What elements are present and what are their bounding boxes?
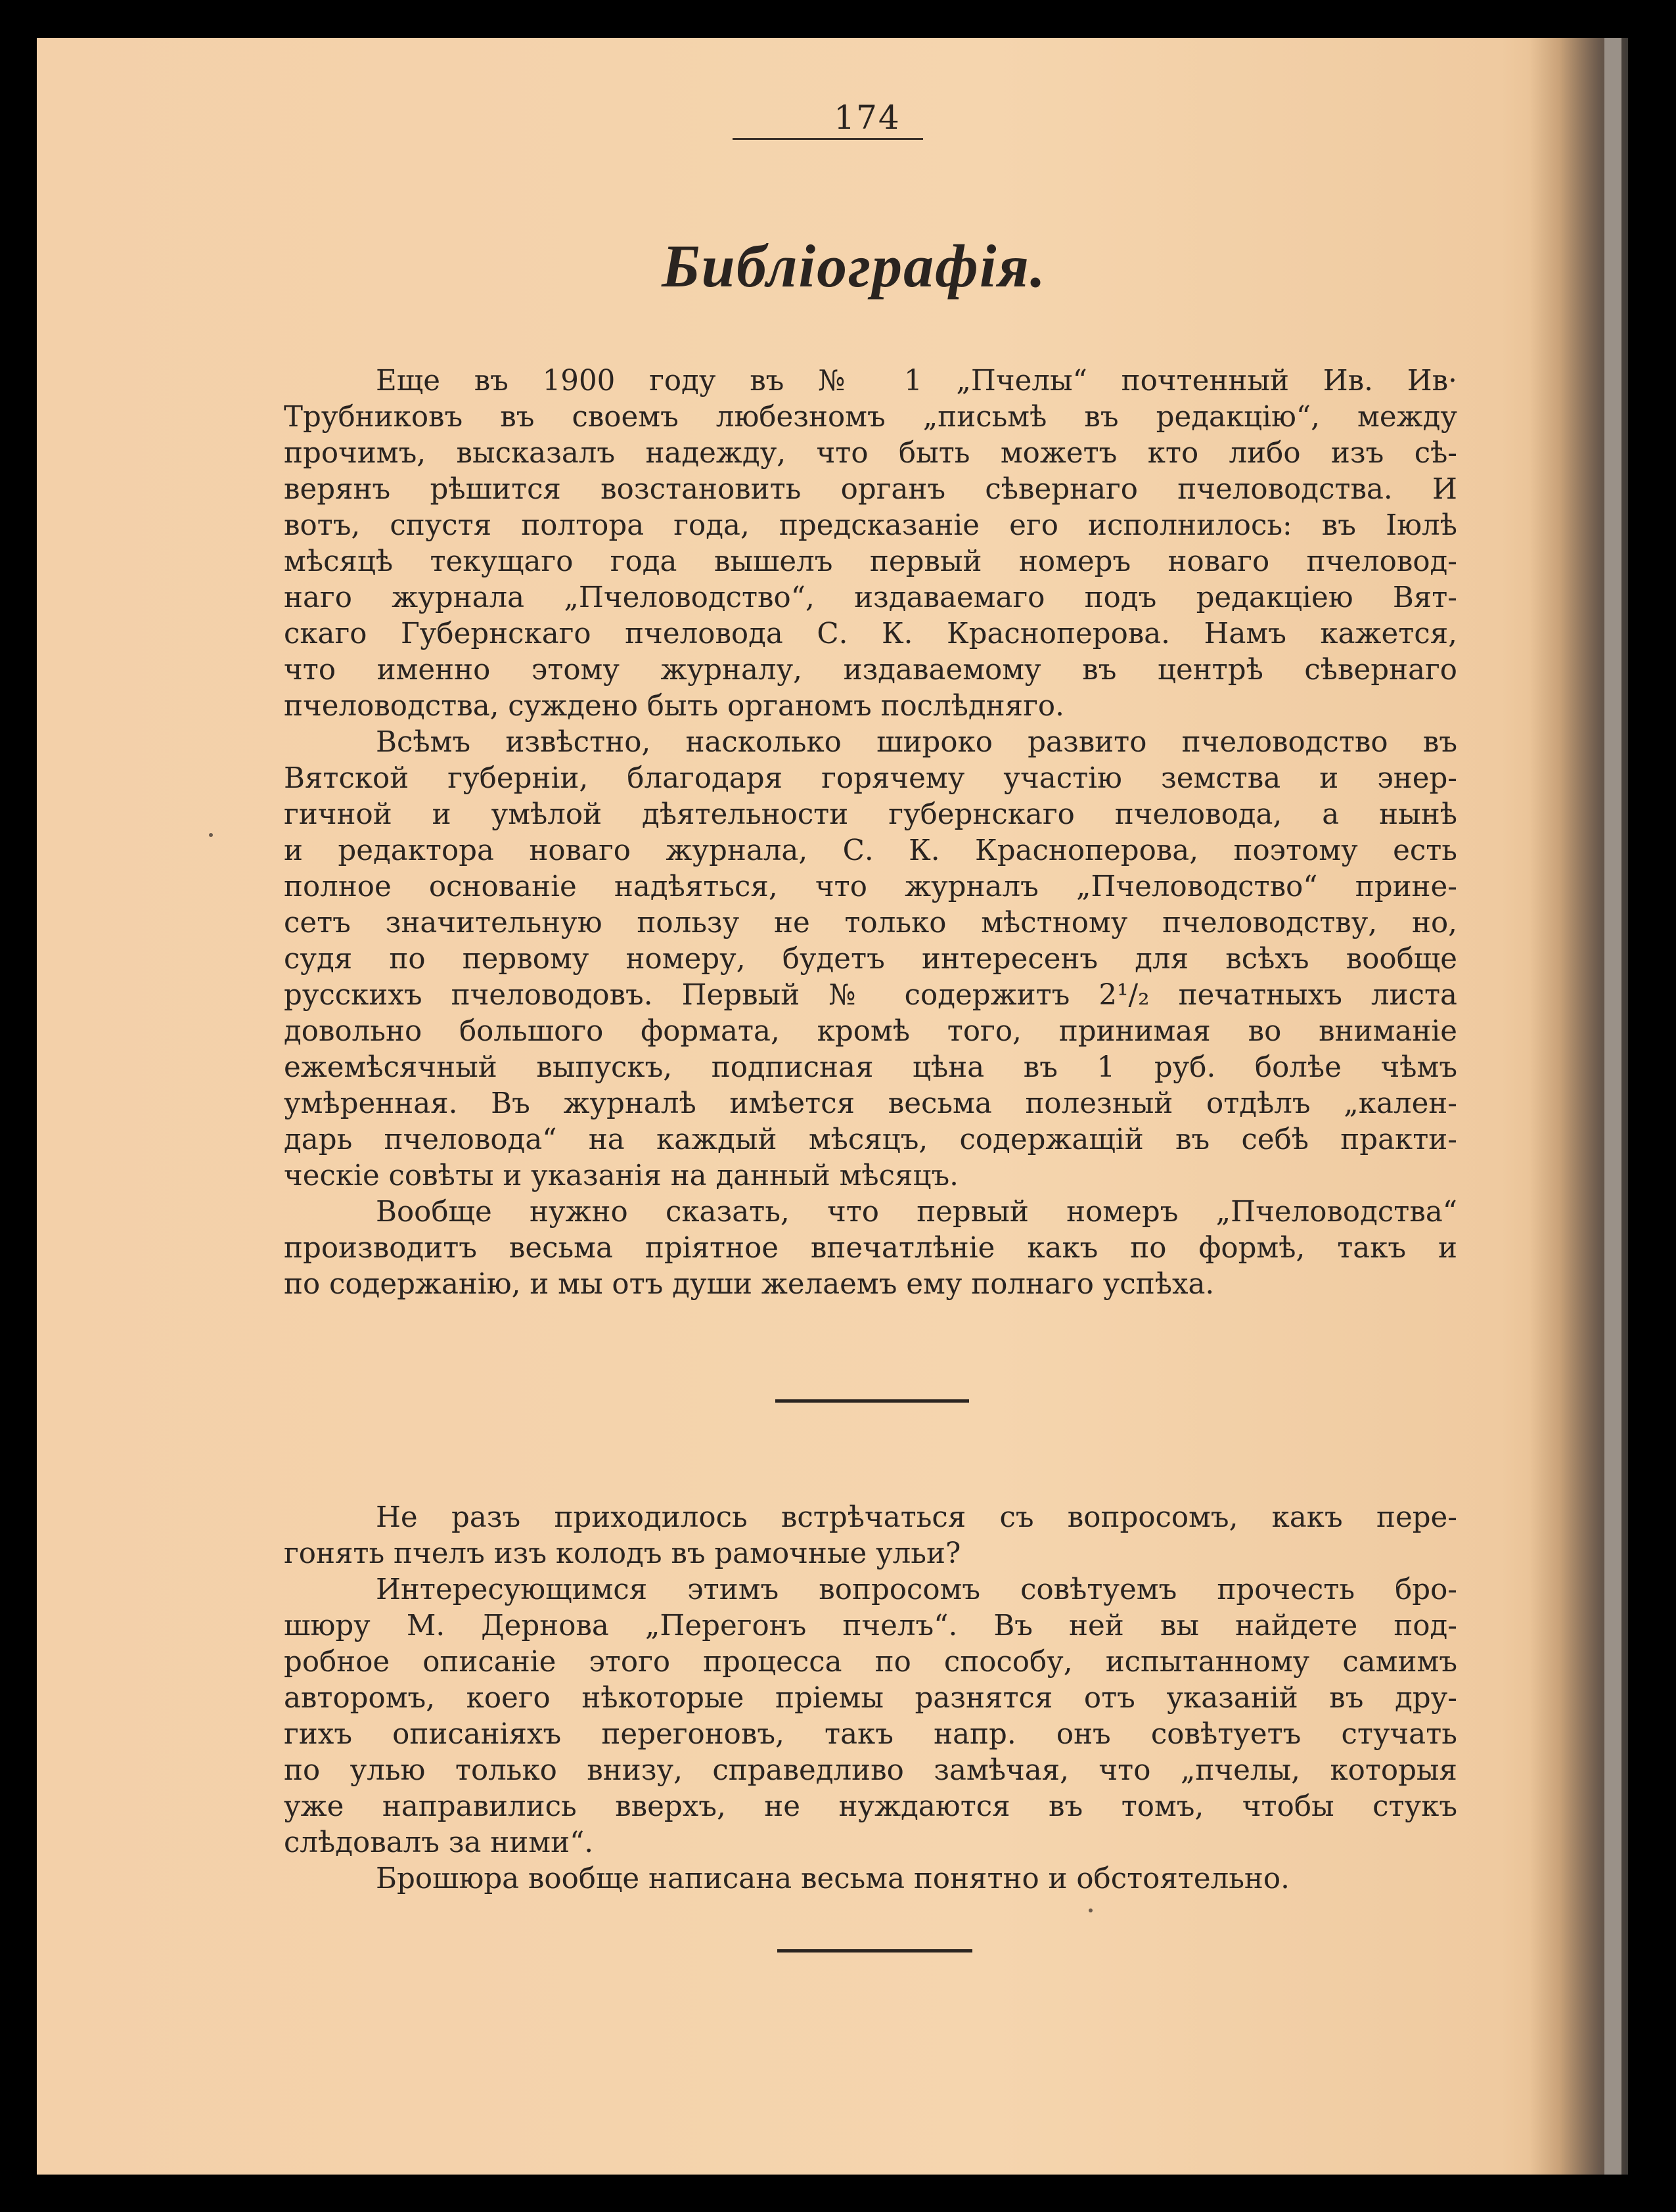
text-line: Вообще нужно сказать, что первый номеръ „Пчеловодства“ bbox=[376, 1196, 1457, 1229]
text-line: верянъ рѣшится возстановить органъ сѣвернаго пчеловодства. И bbox=[284, 473, 1457, 506]
text-line: пчеловодства, суждено быть органомъ послѣдняго. bbox=[284, 690, 1064, 723]
text-line: и редактора новаго журнала, С. К. Красноперова, поэтому есть bbox=[284, 834, 1457, 867]
text-line: Еще въ 1900 году въ № 1 „Пчелы“ почтенный Ив. Ив· bbox=[376, 365, 1457, 397]
text-line: Не разъ приходилось встрѣчаться съ вопросомъ, какъ пере- bbox=[376, 1501, 1457, 1534]
text-line: ческiе совѣты и указанiя на данный мѣсяцъ. bbox=[284, 1160, 959, 1192]
text-line: русскихъ пчеловодовъ. Первый № содержитъ 2¹/₂ печатныхъ листа bbox=[284, 979, 1457, 1012]
text-line: дарь пчеловода“ на каждый мѣсяцъ, содержащiй въ себѣ практи- bbox=[284, 1123, 1457, 1156]
text-line: полное основанiе надѣяться, что журналъ „Пчеловодство“ прине- bbox=[284, 870, 1457, 903]
text-line: вотъ, спустя полтора года, предсказанiе его исполнилось: въ Iюлѣ bbox=[284, 509, 1457, 542]
text-line: гичной и умѣлой дѣятельности губернскаго пчеловода, а нынѣ bbox=[284, 798, 1457, 831]
text-line: гонять пчелъ изъ колодъ въ рамочные ульи? bbox=[284, 1537, 961, 1570]
text-line: слѣдовалъ за ними“. bbox=[284, 1826, 594, 1859]
text-line: наго журнала „Пчеловодство“, издаваемаго подъ редакцiею Вят- bbox=[284, 581, 1457, 614]
text-line: шюру М. Дернова „Перегонъ пчелъ“. Въ ней вы найдете под- bbox=[284, 1610, 1457, 1642]
text-line: что именно этому журналу, издаваемому въ центрѣ сѣвернаго bbox=[284, 654, 1457, 687]
text-line: ежемѣсячный выпускъ, подписная цѣна въ 1 руб. болѣе чѣмъ bbox=[284, 1051, 1457, 1084]
text-line: довольно большого формата, кромѣ того, принимая во вниманiе bbox=[284, 1015, 1457, 1048]
text-line: мѣсяцѣ текущаго года вышелъ первый номеръ новаго пчеловод- bbox=[284, 545, 1457, 578]
book-spine-edge bbox=[1604, 38, 1621, 2175]
text-line: уже направились вверхъ, не нуждаются въ томъ, чтобы стукъ bbox=[284, 1790, 1457, 1823]
text-line: судя по первому номеру, будетъ интересенъ для всѣхъ вообще bbox=[284, 943, 1457, 976]
text-line: Всѣмъ извѣстно, насколько широко развито пчеловодство въ bbox=[376, 726, 1457, 759]
text-line: прочимъ, высказалъ надежду, что быть можетъ кто либо изъ сѣ- bbox=[284, 437, 1457, 470]
text-line: робное описанiе этого процесса по способу, испытанному самимъ bbox=[284, 1646, 1457, 1679]
text-line: Интересующимся этимъ вопросомъ совѣтуемъ прочесть бро- bbox=[376, 1573, 1457, 1606]
section-divider bbox=[777, 1949, 972, 1952]
section-title: Библiографiя. bbox=[662, 233, 1047, 300]
text-line: по содержанiю, и мы отъ души желаемъ ему полнаго успѣха. bbox=[284, 1268, 1215, 1301]
page-number-rule bbox=[733, 138, 923, 140]
text-line: скаго Губернскаго пчеловода С. К. Красноперова. Намъ кажется, bbox=[284, 618, 1457, 650]
text-line: авторомъ, коего нѣкоторые прiемы разнятся отъ указанiй въ дру- bbox=[284, 1682, 1457, 1715]
print-speck bbox=[209, 833, 213, 837]
text-line: Вятской губернiи, благодаря горячему участiю земства и энер- bbox=[284, 762, 1457, 795]
section-divider bbox=[775, 1399, 969, 1403]
text-line: производитъ весьма прiятное впечатлѣнiе какъ по формѣ, такъ и bbox=[284, 1232, 1457, 1265]
text-line: гихъ описанiяхъ перегоновъ, такъ напр. онъ совѣтуетъ стучать bbox=[284, 1718, 1457, 1751]
text-line: Брошюра вообще написана весьма понятно и обстоятельно. bbox=[376, 1862, 1290, 1895]
text-line: по улью только внизу, справедливо замѣчая, что „пчелы, которыя bbox=[284, 1754, 1457, 1787]
print-speck bbox=[1089, 1908, 1093, 1912]
page-number: 174 bbox=[834, 99, 901, 137]
text-line: Трубниковъ въ своемъ любезномъ „письмѣ въ редакцiю“, между bbox=[284, 401, 1457, 434]
text-line: умѣренная. Въ журналѣ имѣется весьма полезный отдѣлъ „кален- bbox=[284, 1087, 1457, 1120]
text-line: сетъ значительную пользу не только мѣстному пчеловодству, но, bbox=[284, 907, 1457, 939]
